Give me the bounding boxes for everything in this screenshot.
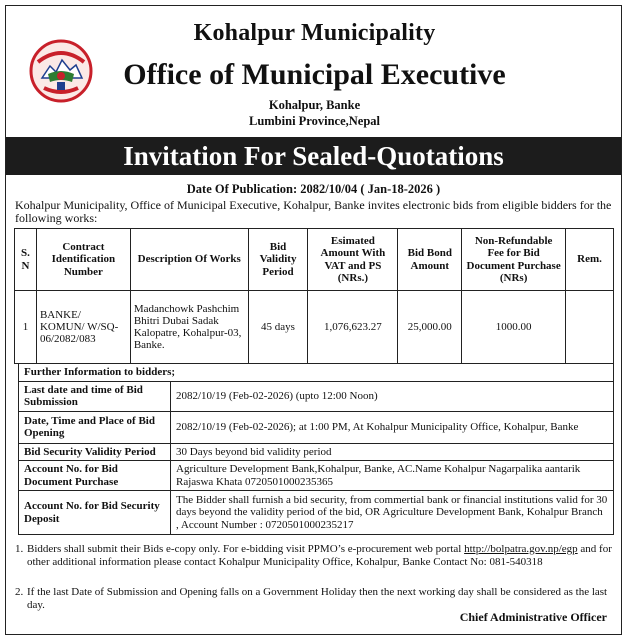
- col-header-validity: Bid Validity Period: [248, 229, 308, 291]
- info-label: Account No. for Bid Document Purchase: [19, 461, 171, 491]
- cell-validity: 45 days: [248, 291, 308, 364]
- info-title: Further Information to bidders;: [19, 364, 614, 382]
- info-value: 2082/10/19 (Feb-02-2026) (upto 12:00 Noon): [171, 381, 614, 411]
- signature-title: Chief Administrative Officer: [459, 610, 607, 624]
- cell-contract-id: BANKE/ KOMUN/ W/SQ-06/2082/083: [36, 291, 130, 364]
- works-table: [14, 228, 614, 364]
- office-name: Office of Municipal Executive: [123, 58, 506, 91]
- cell-bid-bond: 25,000.00: [398, 291, 462, 364]
- info-value: 30 Days beyond bid validity period: [171, 443, 614, 461]
- col-header-sn: S. N: [15, 229, 37, 291]
- note-text-continued: and for other additional information please contact Kohalpur Municipality Office, Kohalpur, Banke Contact No: 081-540318: [27, 543, 612, 568]
- publication-date: Date Of Publication: 2082/10/04 ( Jan-18-2026 ): [186, 182, 441, 196]
- col-header-description: Description Of Works: [130, 229, 248, 291]
- col-header-fee: Non-Refundable Fee for Bid Document Purchase (NRs): [462, 229, 566, 291]
- info-row: [19, 491, 614, 535]
- info-row: [19, 411, 614, 443]
- info-row: [19, 461, 614, 491]
- office-location: Kohalpur, Banke: [268, 98, 361, 112]
- cell-estimated: 1,076,623.27: [308, 291, 398, 364]
- note-number: 1.: [15, 543, 24, 555]
- info-row: [19, 443, 614, 461]
- table-row: [15, 291, 614, 364]
- info-value: 2082/10/19 (Feb-02-2026); at 1:00 PM, At Kohalpur Municipality Office, Kohalpur, Banke: [171, 411, 614, 443]
- col-header-contract-id: Contract Identification Number: [36, 229, 130, 291]
- col-header-bid-bond: Bid Bond Amount: [398, 229, 462, 291]
- info-title-row: [19, 364, 614, 382]
- note-1: [15, 543, 615, 568]
- municipality-name: Kohalpur Municipality: [193, 20, 436, 46]
- notice-title-banner: Invitation For Sealed-Quotations: [6, 137, 621, 175]
- info-value: Agriculture Development Bank,Kohalpur, Banke, AC.Name Kohalpur Nagarpalika aantarik Rajaswa Khata 0720501000235365: [171, 461, 614, 491]
- info-label: Date, Time and Place of Bid Opening: [19, 411, 171, 443]
- intro-text: Kohalpur Municipality, Office of Municipal Executive, Kohalpur, Banke invites electronic bids from eligible bidders for the following works:: [15, 198, 612, 225]
- cell-rem: [566, 291, 614, 364]
- info-row: [19, 381, 614, 411]
- notice-page: [5, 5, 622, 635]
- office-province: Lumbini Province,Nepal: [248, 114, 381, 128]
- cell-sn: 1: [15, 291, 37, 364]
- note-text: Bidders shall submit their Bids e-copy only. For e-bidding visit PPMO’s e-procurement web portal: [27, 543, 465, 555]
- note-2: [15, 586, 615, 611]
- cell-fee: 1000.00: [462, 291, 566, 364]
- info-label: Account No. for Bid Security Deposit: [19, 491, 171, 535]
- works-table-header: [15, 229, 614, 291]
- col-header-rem: Rem.: [566, 229, 614, 291]
- col-header-estimated: Esimated Amount With VAT and PS (NRs.): [308, 229, 398, 291]
- egp-portal-link[interactable]: http://bolpatra.gov.np/egp: [464, 543, 578, 555]
- note-number: 2.: [15, 586, 24, 598]
- cell-description: Madanchowk Pashchim Bhitri Dubai Sadak Kalopatre, Kohalpur-03, Banke.: [130, 291, 248, 364]
- note-text: If the last Date of Submission and Opening falls on a Government Holiday then the next working day shall be considered as the last day.: [27, 586, 608, 611]
- further-info-table: [18, 363, 614, 535]
- info-value: The Bidder shall furnish a bid security, from commertial bank or financial institutions valid for 30 days beyond the validity period of the bid, OR Agriculture Development Bank, Kohalpur Branch , Account Number : 0720501000235217: [171, 491, 614, 535]
- info-label: Bid Security Validity Period: [19, 443, 171, 461]
- info-label: Last date and time of Bid Submission: [19, 381, 171, 411]
